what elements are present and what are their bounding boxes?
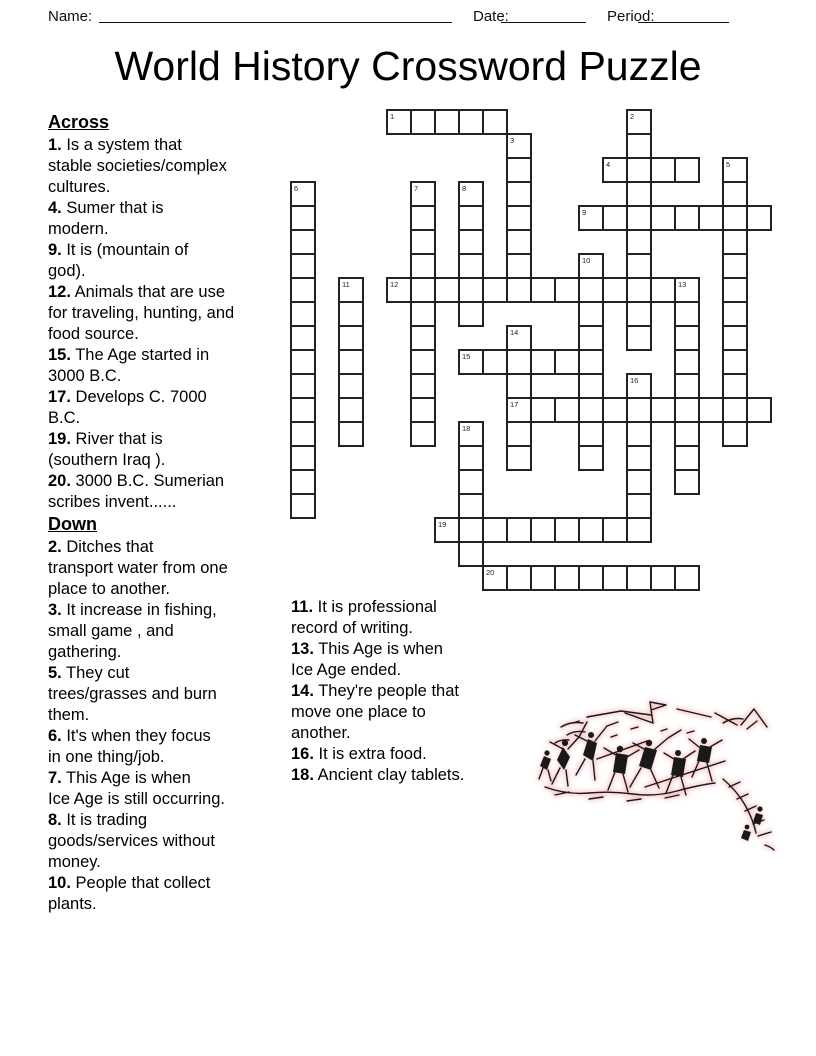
grid-cell[interactable] bbox=[578, 325, 604, 351]
clue-9-across: 9. It is (mountain of god). bbox=[48, 241, 189, 280]
down-clue-list-left bbox=[48, 537, 276, 915]
grid-cell[interactable] bbox=[482, 565, 508, 591]
cell-number: 2 bbox=[630, 111, 635, 121]
grid-cell[interactable] bbox=[722, 421, 748, 447]
grid-cell[interactable] bbox=[506, 397, 532, 423]
clue-6-down: 6. It's when they focus in one thing/job. bbox=[48, 727, 211, 766]
grid-cell[interactable] bbox=[458, 517, 484, 543]
grid-cell[interactable] bbox=[722, 325, 748, 351]
cell-number: 17 bbox=[510, 399, 519, 409]
grid-cell[interactable] bbox=[626, 517, 652, 543]
clue-18-down: 18. Ancient clay tablets. bbox=[291, 766, 465, 784]
grid-cell[interactable] bbox=[458, 349, 484, 375]
grid-cell[interactable] bbox=[410, 229, 436, 255]
clue-number: 9. bbox=[48, 241, 62, 259]
grid-cell[interactable] bbox=[434, 517, 460, 543]
period-label: Period: bbox=[607, 8, 655, 25]
grid-cell[interactable] bbox=[626, 205, 652, 231]
grid-cell[interactable] bbox=[506, 325, 532, 351]
grid-cell[interactable] bbox=[458, 541, 484, 567]
grid-cell[interactable] bbox=[626, 493, 652, 519]
grid-cell[interactable] bbox=[458, 469, 484, 495]
cell-number: 11 bbox=[342, 279, 350, 289]
clue-number: 13. bbox=[291, 640, 314, 658]
grid-cell[interactable] bbox=[626, 301, 652, 327]
grid-cell[interactable] bbox=[602, 277, 628, 303]
grid-cell[interactable] bbox=[410, 301, 436, 327]
clue-13-down: 13. This Age is when Ice Age ended. bbox=[291, 640, 443, 679]
cell-number: 10 bbox=[582, 255, 591, 265]
clue-number: 12. bbox=[48, 283, 71, 301]
grid-cell[interactable] bbox=[410, 397, 436, 423]
grid-cell[interactable] bbox=[338, 301, 364, 327]
cell-number: 20 bbox=[486, 567, 495, 577]
clue-number: 19. bbox=[48, 430, 71, 448]
grid-cell[interactable] bbox=[698, 205, 724, 231]
clue-number: 18. bbox=[291, 766, 314, 784]
clue-number: 10. bbox=[48, 874, 71, 892]
grid-cell[interactable] bbox=[458, 421, 484, 447]
grid-cell[interactable] bbox=[410, 349, 436, 375]
grid-cell[interactable] bbox=[722, 157, 748, 183]
grid-cell[interactable] bbox=[386, 277, 412, 303]
prehistoric-battle-sketch-illustration bbox=[527, 693, 779, 853]
cell-number: 15 bbox=[462, 351, 471, 361]
grid-cell[interactable] bbox=[506, 517, 532, 543]
grid-cell[interactable] bbox=[458, 493, 484, 519]
grid-cell[interactable] bbox=[698, 397, 724, 423]
grid-cell[interactable] bbox=[506, 205, 532, 231]
clue-15-across: 15. The Age started in 3000 B.C. bbox=[48, 346, 210, 385]
grid-cell[interactable] bbox=[506, 133, 532, 159]
clue-20-across: 20. 3000 B.C. Sumerian scribes invent...... bbox=[48, 472, 225, 511]
grid-cell[interactable] bbox=[554, 565, 580, 591]
grid-cell[interactable] bbox=[626, 133, 652, 159]
name-label: Name: bbox=[48, 8, 93, 25]
grid-cell[interactable] bbox=[674, 421, 700, 447]
grid-cell[interactable] bbox=[386, 109, 412, 135]
grid-cell[interactable] bbox=[578, 517, 604, 543]
clue-number: 17. bbox=[48, 388, 71, 406]
grid-cell[interactable] bbox=[482, 277, 508, 303]
clues-column-middle bbox=[291, 597, 513, 786]
cell-number: 6 bbox=[294, 183, 299, 193]
grid-cell[interactable] bbox=[626, 109, 652, 135]
grid-cell[interactable] bbox=[290, 445, 316, 471]
grid-cell[interactable] bbox=[578, 205, 604, 231]
name-blank-line[interactable] bbox=[99, 21, 452, 23]
grid-cell[interactable] bbox=[578, 301, 604, 327]
grid-cell[interactable] bbox=[674, 565, 700, 591]
grid-cell[interactable] bbox=[674, 469, 700, 495]
grid-cell[interactable] bbox=[554, 517, 580, 543]
grid-cell[interactable] bbox=[602, 517, 628, 543]
grid-cell[interactable] bbox=[290, 181, 316, 207]
grid-cell[interactable] bbox=[650, 277, 676, 303]
grid-cell[interactable] bbox=[338, 421, 364, 447]
crossword-grid bbox=[291, 110, 771, 590]
page-title: World History Crossword Puzzle bbox=[114, 43, 702, 89]
grid-cell[interactable] bbox=[722, 349, 748, 375]
grid-cell[interactable] bbox=[674, 445, 700, 471]
clue-2-down: 2. Ditches that transport water from one place to another. bbox=[48, 538, 228, 598]
grid-cell[interactable] bbox=[578, 565, 604, 591]
grid-cell[interactable] bbox=[578, 253, 604, 279]
grid-cell[interactable] bbox=[722, 373, 748, 399]
grid-cell[interactable] bbox=[626, 229, 652, 255]
grid-cell[interactable] bbox=[674, 397, 700, 423]
grid-cell[interactable] bbox=[458, 253, 484, 279]
grid-cell[interactable] bbox=[458, 229, 484, 255]
clue-16-down: 16. It is extra food. bbox=[291, 745, 427, 763]
grid-cell[interactable] bbox=[722, 181, 748, 207]
grid-cell[interactable] bbox=[602, 205, 628, 231]
grid-cell[interactable] bbox=[458, 181, 484, 207]
clues-column-left bbox=[48, 111, 276, 915]
grid-cell[interactable] bbox=[482, 109, 508, 135]
grid-cell[interactable] bbox=[722, 277, 748, 303]
clue-12-across: 12. Animals that are use for traveling, hunting, and food source. bbox=[48, 283, 235, 343]
cell-number: 7 bbox=[414, 183, 419, 193]
grid-cell[interactable] bbox=[674, 349, 700, 375]
grid-cell[interactable] bbox=[458, 109, 484, 135]
grid-cell[interactable] bbox=[554, 397, 580, 423]
grid-cell[interactable] bbox=[410, 421, 436, 447]
grid-cell[interactable] bbox=[722, 397, 748, 423]
grid-cell[interactable] bbox=[506, 229, 532, 255]
period-blank-line[interactable] bbox=[638, 21, 729, 23]
cell-number: 12 bbox=[390, 279, 399, 289]
clue-17-across: 17. Develops C. 7000 B.C. bbox=[48, 388, 207, 427]
across-clue-list bbox=[48, 135, 276, 513]
grid-cell[interactable] bbox=[650, 565, 676, 591]
grid-cell[interactable] bbox=[626, 181, 652, 207]
grid-cell[interactable] bbox=[530, 277, 556, 303]
clue-number: 2. bbox=[48, 538, 62, 556]
grid-cell[interactable] bbox=[290, 253, 316, 279]
grid-cell[interactable] bbox=[578, 397, 604, 423]
grid-cell[interactable] bbox=[674, 205, 700, 231]
grid-cell[interactable] bbox=[290, 469, 316, 495]
grid-cell[interactable] bbox=[530, 349, 556, 375]
grid-cell[interactable] bbox=[434, 109, 460, 135]
clue-number: 6. bbox=[48, 727, 62, 745]
grid-cell[interactable] bbox=[506, 181, 532, 207]
grid-cell[interactable] bbox=[530, 397, 556, 423]
grid-cell[interactable] bbox=[746, 205, 772, 231]
down-heading: Down bbox=[48, 514, 97, 534]
grid-cell[interactable] bbox=[626, 277, 652, 303]
grid-cell[interactable] bbox=[674, 157, 700, 183]
grid-cell[interactable] bbox=[626, 373, 652, 399]
grid-cell[interactable] bbox=[290, 421, 316, 447]
cell-number: 8 bbox=[462, 183, 467, 193]
cell-number: 4 bbox=[606, 159, 611, 169]
clue-5-down: 5. They cut trees/grasses and burn them. bbox=[48, 664, 217, 724]
clue-number: 20. bbox=[48, 472, 71, 490]
grid-cell[interactable] bbox=[626, 445, 652, 471]
clue-19-across: 19. River that is (southern Iraq ). bbox=[48, 430, 166, 469]
grid-cell[interactable] bbox=[506, 277, 532, 303]
grid-cell[interactable] bbox=[506, 373, 532, 399]
grid-cell[interactable] bbox=[506, 349, 532, 375]
clue-number: 15. bbox=[48, 346, 71, 364]
cell-number: 5 bbox=[726, 159, 731, 169]
grid-cell[interactable] bbox=[410, 277, 436, 303]
grid-cell[interactable] bbox=[290, 301, 316, 327]
grid-cell[interactable] bbox=[506, 253, 532, 279]
clue-number: 4. bbox=[48, 199, 62, 217]
clue-number: 5. bbox=[48, 664, 62, 682]
grid-cell[interactable] bbox=[674, 277, 700, 303]
grid-cell[interactable] bbox=[722, 253, 748, 279]
grid-cell[interactable] bbox=[290, 205, 316, 231]
grid-cell[interactable] bbox=[626, 397, 652, 423]
grid-cell[interactable] bbox=[338, 349, 364, 375]
cell-number: 16 bbox=[630, 375, 639, 385]
grid-cell[interactable] bbox=[410, 373, 436, 399]
grid-cell[interactable] bbox=[410, 253, 436, 279]
grid-cell[interactable] bbox=[626, 253, 652, 279]
cell-number: 14 bbox=[510, 327, 519, 337]
grid-cell[interactable] bbox=[746, 397, 772, 423]
grid-cell[interactable] bbox=[338, 373, 364, 399]
grid-cell[interactable] bbox=[458, 301, 484, 327]
clue-number: 11. bbox=[291, 598, 314, 616]
grid-cell[interactable] bbox=[290, 325, 316, 351]
grid-cell[interactable] bbox=[410, 109, 436, 135]
clue-number: 3. bbox=[48, 601, 62, 619]
grid-cell[interactable] bbox=[650, 397, 676, 423]
clue-number: 1. bbox=[48, 136, 62, 154]
clue-10-down: 10. People that collect plants. bbox=[48, 874, 211, 913]
grid-cell[interactable] bbox=[338, 397, 364, 423]
grid-cell[interactable] bbox=[674, 373, 700, 399]
date-blank-line[interactable] bbox=[501, 21, 586, 23]
down-clue-list-right bbox=[291, 597, 513, 786]
cell-number: 3 bbox=[510, 135, 515, 145]
grid-cell[interactable] bbox=[506, 565, 532, 591]
grid-cell[interactable] bbox=[290, 277, 316, 303]
grid-cell[interactable] bbox=[506, 445, 532, 471]
grid-cell[interactable] bbox=[506, 157, 532, 183]
grid-cell[interactable] bbox=[650, 205, 676, 231]
clue-14-down: 14. They're people that move one place to another. bbox=[291, 682, 459, 742]
grid-cell[interactable] bbox=[290, 373, 316, 399]
clue-number: 16. bbox=[291, 745, 314, 763]
date-label: Date: bbox=[473, 8, 509, 25]
cell-number: 9 bbox=[582, 207, 587, 217]
grid-cell[interactable] bbox=[650, 157, 676, 183]
grid-cell[interactable] bbox=[602, 157, 628, 183]
clue-number: 14. bbox=[291, 682, 314, 700]
grid-cell[interactable] bbox=[290, 493, 316, 519]
grid-cell[interactable] bbox=[578, 277, 604, 303]
grid-cell[interactable] bbox=[674, 325, 700, 351]
grid-cell[interactable] bbox=[506, 421, 532, 447]
grid-cell[interactable] bbox=[578, 373, 604, 399]
grid-cell[interactable] bbox=[578, 445, 604, 471]
clue-3-down: 3. It increase in fishing, small game , and gathering. bbox=[48, 601, 217, 661]
grid-cell[interactable] bbox=[290, 229, 316, 255]
clue-4-across: 4. Sumer that is modern. bbox=[48, 199, 164, 238]
grid-cell[interactable] bbox=[602, 565, 628, 591]
grid-cell[interactable] bbox=[554, 277, 580, 303]
grid-cell[interactable] bbox=[482, 517, 508, 543]
grid-cell[interactable] bbox=[338, 277, 364, 303]
grid-cell[interactable] bbox=[458, 445, 484, 471]
grid-cell[interactable] bbox=[338, 325, 364, 351]
cell-number: 18 bbox=[462, 423, 471, 433]
grid-cell[interactable] bbox=[626, 325, 652, 351]
grid-cell[interactable] bbox=[410, 205, 436, 231]
grid-cell[interactable] bbox=[602, 397, 628, 423]
grid-cell[interactable] bbox=[434, 277, 460, 303]
cell-number: 1 bbox=[390, 111, 395, 121]
grid-cell[interactable] bbox=[530, 517, 556, 543]
grid-cell[interactable] bbox=[290, 349, 316, 375]
grid-cell[interactable] bbox=[410, 181, 436, 207]
grid-cell[interactable] bbox=[722, 301, 748, 327]
grid-cell[interactable] bbox=[626, 469, 652, 495]
clue-11-down: 11. It is professional record of writing. bbox=[291, 598, 437, 637]
grid-cell[interactable] bbox=[578, 421, 604, 447]
grid-cell[interactable] bbox=[290, 397, 316, 423]
clue-1-across: 1. Is a system that stable societies/complex cultures. bbox=[48, 136, 227, 196]
grid-cell[interactable] bbox=[578, 349, 604, 375]
clue-number: 8. bbox=[48, 811, 62, 829]
grid-cell[interactable] bbox=[410, 325, 436, 351]
grid-cell[interactable] bbox=[482, 349, 508, 375]
across-heading: Across bbox=[48, 112, 110, 132]
clue-number: 7. bbox=[48, 769, 62, 787]
clue-7-down: 7. This Age is when Ice Age is still occurring. bbox=[48, 769, 225, 808]
cell-number: 13 bbox=[678, 279, 687, 289]
grid-cell[interactable] bbox=[458, 277, 484, 303]
grid-cell[interactable] bbox=[722, 205, 748, 231]
grid-cell[interactable] bbox=[458, 205, 484, 231]
grid-cell[interactable] bbox=[722, 229, 748, 255]
grid-cell[interactable] bbox=[530, 565, 556, 591]
clue-8-down: 8. It is trading goods/services without money. bbox=[48, 811, 215, 871]
grid-cell[interactable] bbox=[626, 565, 652, 591]
grid-cell[interactable] bbox=[626, 157, 652, 183]
grid-cell[interactable] bbox=[674, 301, 700, 327]
cell-number: 19 bbox=[438, 519, 447, 529]
grid-cell[interactable] bbox=[626, 421, 652, 447]
grid-cell[interactable] bbox=[554, 349, 580, 375]
